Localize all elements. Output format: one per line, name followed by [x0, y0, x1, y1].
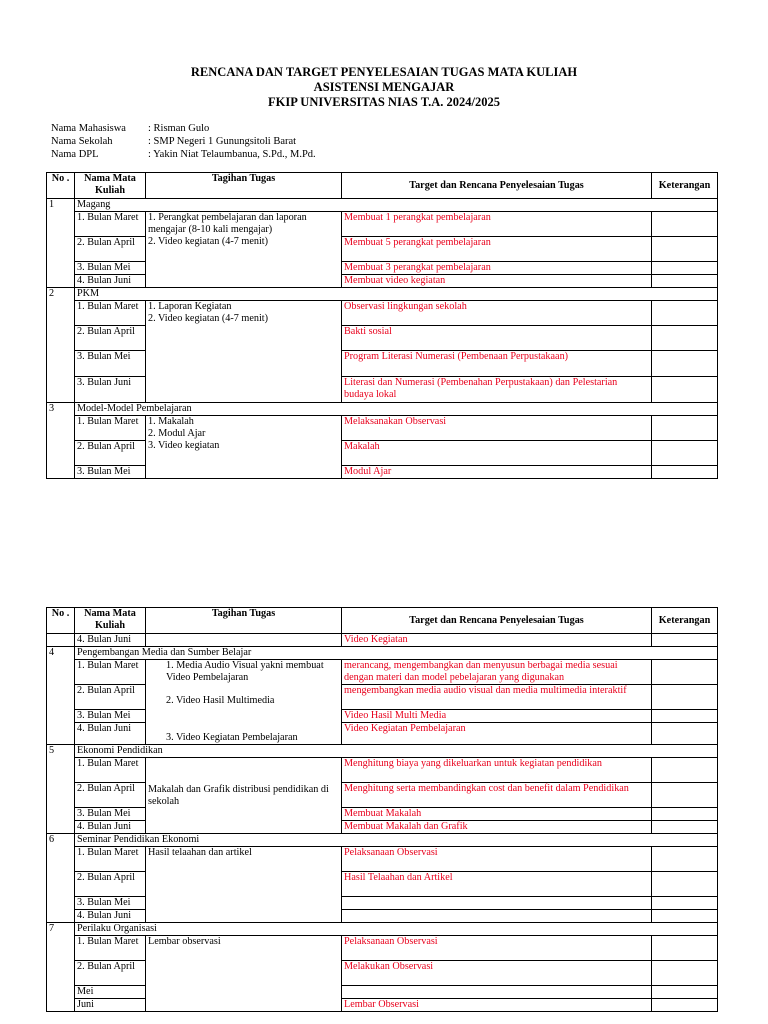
month-cell: 3. Bulan Mei — [75, 351, 146, 377]
month-cell: 1. Bulan Maret — [75, 301, 146, 326]
keterangan-cell — [652, 910, 718, 923]
month-cell: 3. Bulan Juni — [75, 377, 146, 403]
table-row — [47, 301, 718, 326]
info-label: Nama Mahasiswa — [51, 123, 126, 134]
section-row — [47, 923, 718, 936]
tagihan-cell — [146, 847, 342, 923]
section-title: Perilaku Organisasi — [75, 923, 718, 936]
info-label: Nama DPL — [51, 149, 99, 160]
keterangan-cell — [652, 936, 718, 961]
tagihan-cell — [146, 416, 342, 479]
table-row — [47, 212, 718, 237]
info-label: Nama Sekolah — [51, 136, 113, 147]
target-cell — [342, 897, 652, 910]
doc-title-line1: RENCANA DAN TARGET PENYELESAIAN TUGAS MATA KULIAH — [190, 65, 578, 79]
table-header-row — [47, 608, 718, 634]
section-number — [47, 634, 75, 647]
keterangan-cell — [652, 783, 718, 808]
tagihan-item: 3. Video kegiatan — [148, 440, 220, 451]
keterangan-cell — [652, 897, 718, 910]
section-number: 3 — [47, 403, 75, 479]
col-header-no: No . — [47, 173, 75, 199]
keterangan-cell — [652, 275, 718, 288]
col-header-target: Target dan Rencana Penyelesaian Tugas — [342, 608, 652, 634]
tagihan-cell — [146, 660, 342, 745]
table-row — [47, 634, 718, 647]
section-title: Pengembangan Media dan Sumber Belajar — [75, 647, 718, 660]
section-number: 2 — [47, 288, 75, 403]
keterangan-cell — [652, 660, 718, 685]
target-cell: Menghitung serta membandingkan cost dan benefit dalam Pendidikan — [342, 783, 652, 808]
target-cell — [342, 910, 652, 923]
month-cell: 3. Bulan Mei — [75, 262, 146, 275]
target-cell: Bakti sosial — [342, 326, 652, 351]
target-cell: Pelaksanaan Observasi — [342, 936, 652, 961]
tagihan-item: 2. Modul Ajar — [148, 428, 206, 439]
section-title: Seminar Pendidikan Ekonomi — [75, 834, 718, 847]
month-cell: Juni — [75, 999, 146, 1012]
target-cell: Menghitung biaya yang dikeluarkan untuk kegiatan pendidikan — [342, 758, 652, 783]
task-table-page1 — [46, 172, 718, 479]
month-cell: 2. Bulan April — [75, 441, 146, 466]
keterangan-cell — [652, 377, 718, 403]
table-row — [47, 416, 718, 441]
month-cell: 1. Bulan Maret — [75, 416, 146, 441]
target-cell: mengembangkan media audio visual dan media multimedia interaktif — [342, 685, 652, 710]
tagihan-cell — [146, 634, 342, 647]
table-row — [47, 936, 718, 961]
target-cell: Membuat 3 perangkat pembelajaran — [342, 262, 652, 275]
table-row — [47, 660, 718, 685]
target-cell: Video Hasil Multi Media — [342, 710, 652, 723]
section-row — [47, 199, 718, 212]
keterangan-cell — [652, 808, 718, 821]
target-cell: Membuat 5 perangkat pembelajaran — [342, 237, 652, 262]
target-cell: Membuat Makalah — [342, 808, 652, 821]
tagihan-cell — [146, 936, 342, 1012]
keterangan-cell — [652, 986, 718, 999]
keterangan-cell — [652, 685, 718, 710]
tagihan-item: 2. Video kegiatan (4-7 menit) — [148, 236, 269, 247]
month-cell: 4. Bulan Juni — [75, 723, 146, 745]
keterangan-cell — [652, 212, 718, 237]
section-row — [47, 403, 718, 416]
info-row-mahasiswa — [51, 122, 316, 135]
keterangan-cell — [652, 326, 718, 351]
section-title: Ekonomi Pendidikan — [75, 745, 718, 758]
target-cell: Melakukan Observasi — [342, 961, 652, 986]
month-cell: 3. Bulan Mei — [75, 897, 146, 910]
target-cell: Makalah — [342, 441, 652, 466]
tagihan-cell — [146, 212, 342, 288]
keterangan-cell — [652, 961, 718, 986]
tagihan-item: 1. Makalah — [148, 416, 194, 427]
doc-title-line2: ASISTENSI MENGAJAR — [313, 80, 455, 94]
col-header-matkul: Nama Mata Kuliah — [75, 173, 146, 199]
keterangan-cell — [652, 723, 718, 745]
tagihan-item: Lembar observasi — [148, 936, 221, 947]
month-cell: 1. Bulan Maret — [75, 212, 146, 237]
tagihan-item: 3. Video Kegiatan Pembelajaran — [166, 732, 298, 743]
tagihan-item: Hasil telaahan dan artikel — [148, 847, 252, 858]
tagihan-item: 1. Media Audio Visual yakni membuat Video Pembelajaran — [166, 660, 324, 683]
target-cell: Literasi dan Numerasi (Pembenahan Perpustakaan) dan Pelestarian budaya lokal — [342, 377, 652, 403]
col-header-keterangan: Keterangan — [652, 173, 718, 199]
keterangan-cell — [652, 301, 718, 326]
target-cell: Membuat video kegiatan — [342, 275, 652, 288]
col-header-no: No . — [47, 608, 75, 634]
keterangan-cell — [652, 416, 718, 441]
section-number: 4 — [47, 647, 75, 745]
section-row — [47, 834, 718, 847]
month-cell: 2. Bulan April — [75, 326, 146, 351]
col-header-keterangan: Keterangan — [652, 608, 718, 634]
target-cell: Observasi lingkungan sekolah — [342, 301, 652, 326]
keterangan-cell — [652, 262, 718, 275]
section-number: 5 — [47, 745, 75, 834]
month-cell: 2. Bulan April — [75, 961, 146, 986]
section-title: PKM — [75, 288, 718, 301]
col-header-tagihan: Tagihan Tugas — [146, 173, 342, 199]
tagihan-item: 2. Video Hasil Multimedia — [166, 695, 275, 706]
target-cell: Video Kegiatan — [342, 634, 652, 647]
month-cell: 3. Bulan Mei — [75, 710, 146, 723]
section-row — [47, 647, 718, 660]
keterangan-cell — [652, 237, 718, 262]
keterangan-cell — [652, 999, 718, 1012]
doc-title-line3: FKIP UNIVERSITAS NIAS T.A. 2024/2025 — [268, 95, 500, 109]
month-cell: 2. Bulan April — [75, 783, 146, 808]
target-cell: Membuat Makalah dan Grafik — [342, 821, 652, 834]
section-number: 1 — [47, 199, 75, 288]
target-cell: merancang, mengembangkan dan menyusun berbagai media sesuai dengan materi dan model pebelajaran yang digunakan — [342, 660, 652, 685]
info-row-dpl — [51, 148, 316, 161]
month-cell: 2. Bulan April — [75, 237, 146, 262]
target-cell: Modul Ajar — [342, 466, 652, 479]
tagihan-item: 1. Laporan Kegiatan — [148, 301, 232, 312]
section-row — [47, 288, 718, 301]
target-cell: Pelaksanaan Observasi — [342, 847, 652, 872]
keterangan-cell — [652, 710, 718, 723]
info-row-sekolah — [51, 135, 316, 148]
col-header-tagihan: Tagihan Tugas — [146, 608, 342, 634]
target-cell: Lembar Observasi — [342, 999, 652, 1012]
section-title: Magang — [75, 199, 718, 212]
keterangan-cell — [652, 872, 718, 897]
keterangan-cell — [652, 847, 718, 872]
info-value: : Yakin Niat Telaumbanua, S.Pd., M.Pd. — [148, 149, 316, 160]
target-cell: Hasil Telaahan dan Artikel — [342, 872, 652, 897]
tagihan-item: 2. Video kegiatan (4-7 menit) — [148, 313, 269, 324]
section-row — [47, 745, 718, 758]
month-cell: 1. Bulan Maret — [75, 936, 146, 961]
month-cell: 1. Bulan Maret — [75, 758, 146, 783]
month-cell: 1. Bulan Maret — [75, 847, 146, 872]
task-table-page2 — [46, 607, 718, 1012]
keterangan-cell — [652, 758, 718, 783]
section-number: 7 — [47, 923, 75, 1012]
month-cell: 3. Bulan Mei — [75, 808, 146, 821]
keterangan-cell — [652, 466, 718, 479]
target-cell: Program Literasi Numerasi (Pembenaan Perpustakaan) — [342, 351, 652, 377]
section-number: 6 — [47, 834, 75, 923]
section-title: Model-Model Pembelajaran — [75, 403, 718, 416]
target-cell — [342, 986, 652, 999]
tagihan-cell — [146, 758, 342, 834]
keterangan-cell — [652, 634, 718, 647]
col-header-matkul: Nama Mata Kuliah — [75, 608, 146, 634]
keterangan-cell — [652, 351, 718, 377]
target-cell: Membuat 1 perangkat pembelajaran — [342, 212, 652, 237]
month-cell: 4. Bulan Juni — [75, 634, 146, 647]
student-info — [51, 122, 316, 161]
target-cell: Video Kegiatan Pembelajaran — [342, 723, 652, 745]
month-cell: 1. Bulan Maret — [75, 660, 146, 685]
keterangan-cell — [652, 821, 718, 834]
month-cell: 2. Bulan April — [75, 685, 146, 710]
month-cell: 3. Bulan Mei — [75, 466, 146, 479]
keterangan-cell — [652, 441, 718, 466]
tagihan-item: Makalah dan Grafik distribusi pendidikan di sekolah — [148, 783, 329, 807]
month-cell: Mei — [75, 986, 146, 999]
table-header-row — [47, 173, 718, 199]
month-cell: 4. Bulan Juni — [75, 821, 146, 834]
month-cell: 4. Bulan Juni — [75, 275, 146, 288]
month-cell: 2. Bulan April — [75, 872, 146, 897]
target-cell: Melaksanakan Observasi — [342, 416, 652, 441]
col-header-target: Target dan Rencana Penyelesaian Tugas — [342, 173, 652, 199]
info-value: : SMP Negeri 1 Gunungsitoli Barat — [148, 136, 297, 147]
month-cell: 4. Bulan Juni — [75, 910, 146, 923]
table-row — [47, 758, 718, 783]
tagihan-cell — [146, 301, 342, 403]
table-row — [47, 847, 718, 872]
tagihan-item: 1. Perangkat pembelajaran dan laporan mengajar (8-10 kali mengajar) — [148, 212, 307, 235]
info-value: : Risman Gulo — [148, 123, 210, 134]
